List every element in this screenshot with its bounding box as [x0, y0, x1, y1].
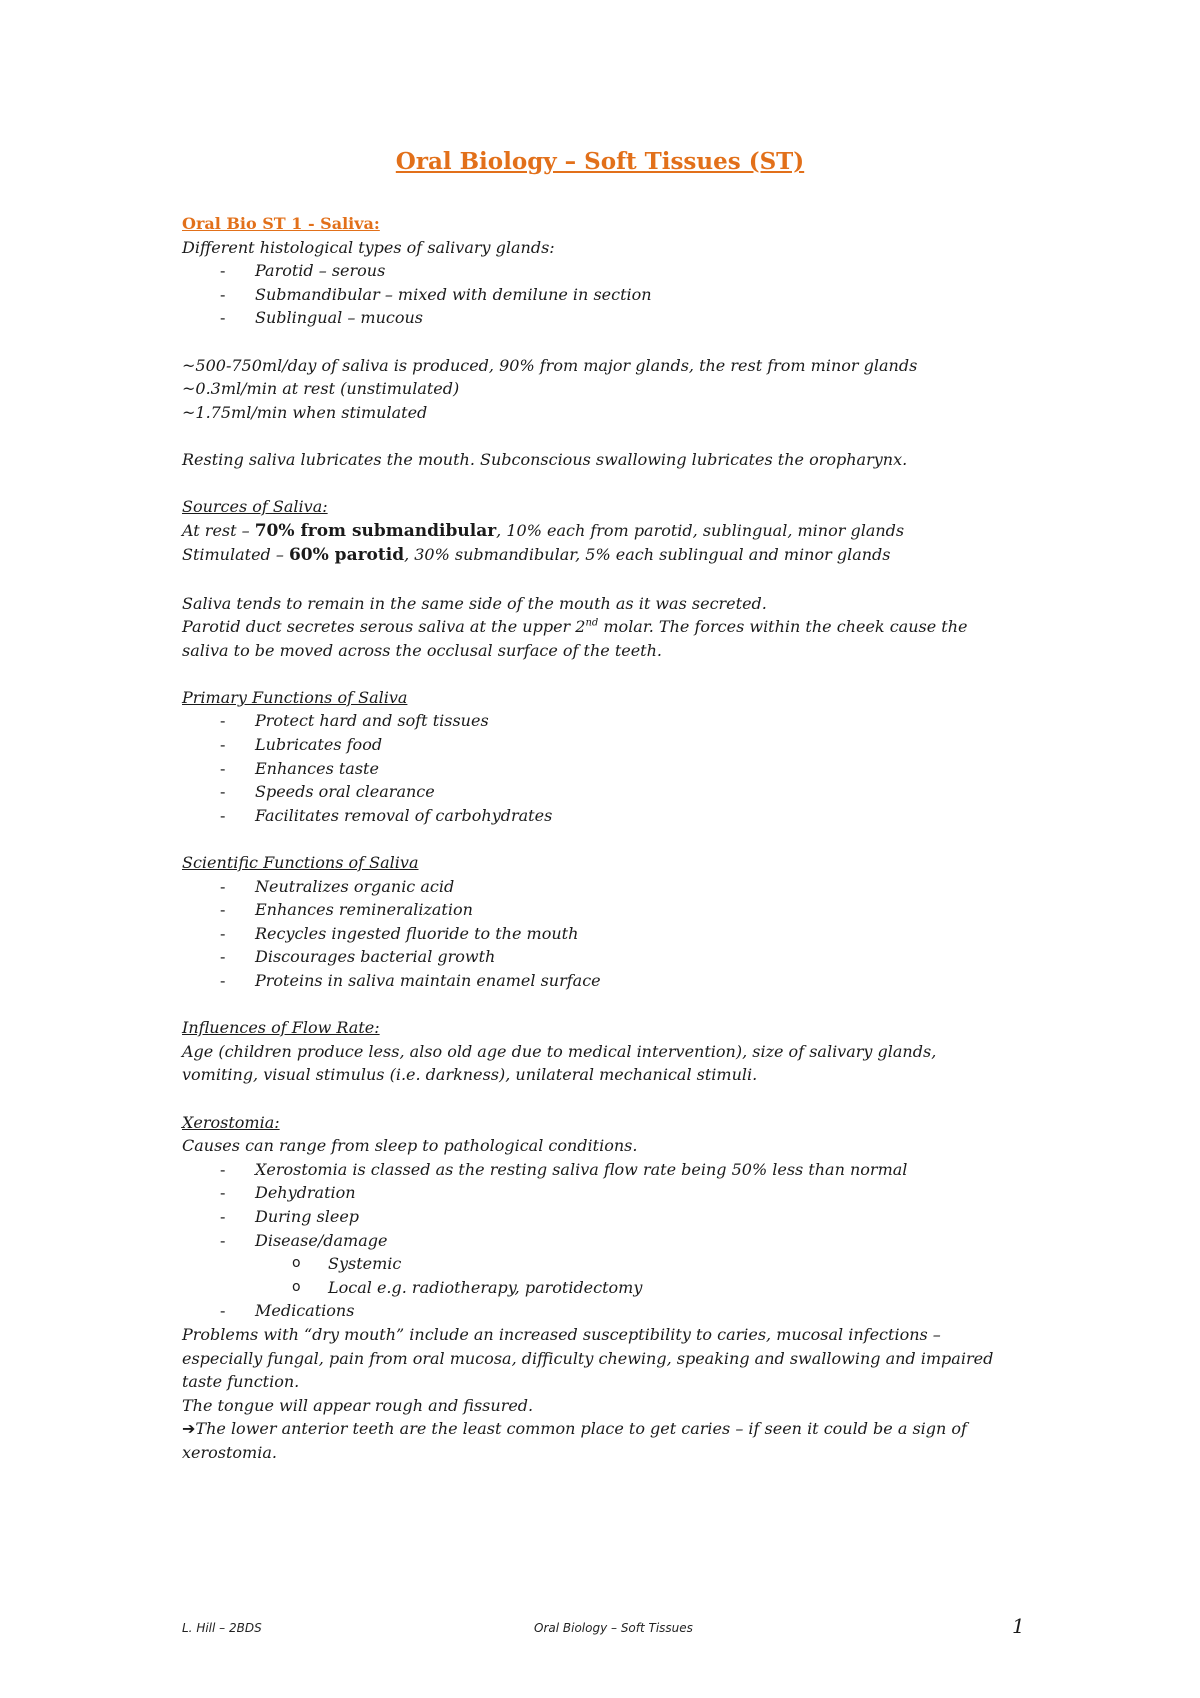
sub-bullet-marker: o [292, 1255, 301, 1272]
list-item: - Lubricates food [182, 733, 1052, 757]
bullet-marker: - [220, 971, 226, 990]
bullet-marker: - [220, 1206, 226, 1226]
arrow-note-cont: xerostomia. [182, 1442, 277, 1462]
bullet-marker: - [220, 284, 226, 304]
bullet-marker: - [220, 1183, 226, 1203]
footer-author: L. Hill – 2BDS [182, 1621, 262, 1635]
list-item: - Speeds oral clearance [182, 780, 1052, 804]
section-heading: Oral Bio ST 1 - Saliva: [182, 214, 380, 233]
bullet-marker: - [220, 758, 226, 778]
bullet-marker: - [220, 1159, 226, 1179]
arrow-note: ➔The lower anterior teeth are the least common place to get caries – if seen it could be a sign of [182, 1419, 967, 1439]
tongue-line: The tongue will appear rough and fissured. [182, 1395, 534, 1415]
list-item: - Recycles ingested fluoride to the mouth [182, 922, 1052, 946]
bullet-marker: - [220, 1230, 226, 1250]
problems-line: especially fungal, pain from oral mucosa, difficulty chewing, speaking and swallowing and impaired [182, 1348, 994, 1368]
glands-intro: Different histological types of salivary glands: [182, 237, 555, 257]
flow-line: Age (children produce less, also old age due to medical intervention), size of salivary glands, [182, 1041, 937, 1061]
list-item: - Discourages bacterial growth [182, 945, 1052, 969]
flow-line: vomiting, visual stimulus (i.e. darkness), unilateral mechanical stimuli. [182, 1065, 758, 1085]
side-line: Saliva tends to remain in the same side of the mouth as it was secreted. [182, 593, 767, 613]
bullet-marker: - [220, 261, 226, 281]
list-item: - Facilitates removal of carbohydrates [182, 804, 1052, 828]
right-arrow-icon: ➔ [182, 1419, 196, 1439]
list-item: - Protect hard and soft tissues [182, 709, 1052, 733]
xerostomia-heading: Xerostomia: [182, 1112, 280, 1132]
sources-stimulated: Stimulated – 60% parotid, 30% submandibular, 5% each sublingual and minor glands [182, 545, 891, 566]
sub-list-item: o Local e.g. radiotherapy, parotidectomy [182, 1276, 1052, 1300]
list-item: - Parotid – serous [182, 259, 1052, 283]
side-line: saliva to be moved across the occlusal surface of the teeth. [182, 640, 662, 660]
primary-heading: Primary Functions of Saliva [182, 687, 408, 707]
page-number: 1 [1012, 1614, 1025, 1638]
list-item: - Dehydration [182, 1181, 1052, 1205]
resting-line: Resting saliva lubricates the mouth. Subconscious swallowing lubricates the oropharynx. [182, 449, 908, 469]
page-title: Oral Biology – Soft Tissues (ST) [395, 148, 805, 175]
bullet-marker: - [220, 782, 226, 802]
sources-heading: Sources of Saliva: [182, 497, 328, 517]
document-body [182, 212, 1052, 1464]
bullet-marker: - [220, 308, 226, 328]
sources-rest: At rest – 70% from submandibular, 10% each from parotid, sublingual, minor glands [182, 520, 905, 541]
xerostomia-intro: Causes can range from sleep to pathological conditions. [182, 1136, 638, 1156]
list-item: - Neutralizes organic acid [182, 875, 1052, 899]
bullet-marker: - [220, 1301, 226, 1321]
bullet-marker: - [220, 947, 226, 967]
list-item: - Sublingual – mucous [182, 306, 1052, 330]
bullet-marker: - [220, 876, 226, 896]
list-item: - Xerostomia is classed as the resting saliva flow rate being 50% less than normal [182, 1158, 1052, 1182]
bullet-marker: - [220, 923, 226, 943]
volume-line: ~1.75ml/min when stimulated [182, 402, 428, 422]
problems-line: taste function. [182, 1372, 300, 1392]
footer-title: Oral Biology – Soft Tissues [534, 1621, 693, 1635]
list-item: - Medications [182, 1299, 1052, 1323]
flow-heading: Influences of Flow Rate: [182, 1018, 380, 1038]
problems-line: Problems with “dry mouth” include an increased susceptibility to caries, mucosal infections – [182, 1324, 941, 1344]
bullet-marker: - [220, 805, 226, 825]
bullet-marker: - [220, 711, 226, 731]
list-item: - Disease/damage [182, 1229, 1052, 1253]
bullet-marker: - [220, 900, 226, 920]
scientific-heading: Scientific Functions of Saliva [182, 853, 419, 873]
list-item: - Enhances remineralization [182, 898, 1052, 922]
list-item: - Submandibular – mixed with demilune in section [182, 283, 1052, 307]
list-item: - Enhances taste [182, 757, 1052, 781]
sub-list-item: o Systemic [182, 1252, 1052, 1276]
side-line: Parotid duct secretes serous saliva at the upper 2nd molar. The forces within the cheek cause the [182, 617, 968, 637]
sub-bullet-marker: o [292, 1278, 301, 1295]
list-item: - During sleep [182, 1205, 1052, 1229]
volume-line: ~500-750ml/day of saliva is produced, 90% from major glands, the rest from minor glands [182, 355, 918, 375]
volume-line: ~0.3ml/min at rest (unstimulated) [182, 379, 460, 399]
list-item: - Proteins in saliva maintain enamel surface [182, 969, 1052, 993]
bullet-marker: - [220, 735, 226, 755]
